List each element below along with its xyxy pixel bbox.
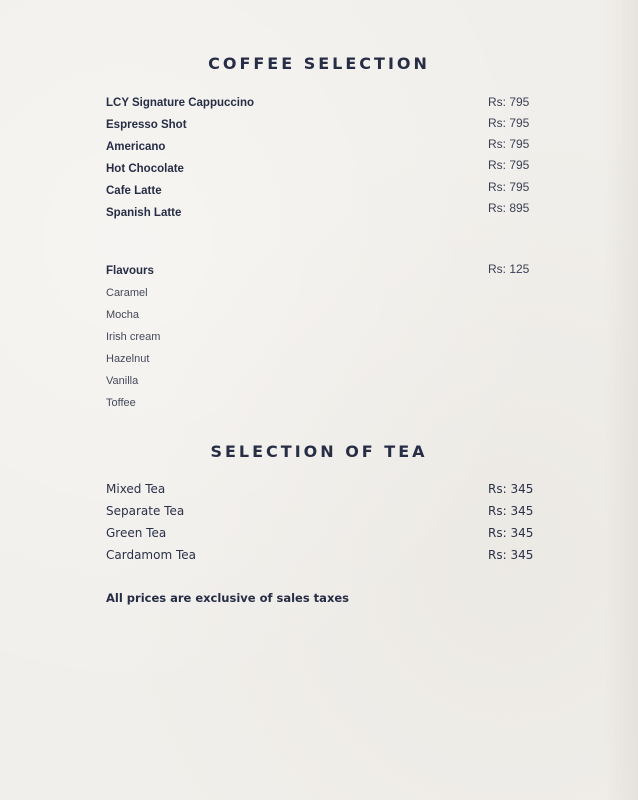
coffee-section-title: COFFEE SELECTION — [208, 54, 430, 73]
page-edge-shadow — [604, 0, 638, 800]
flavour-option: Irish cream — [106, 331, 161, 343]
coffee-item-price: Rs: 895 — [488, 201, 530, 215]
tea-item-name: Green Tea — [106, 526, 167, 540]
coffee-item-name: Espresso Shot — [106, 119, 187, 131]
tea-section-title: SELECTION OF TEA — [210, 442, 428, 461]
coffee-item-price: Rs: 795 — [488, 95, 530, 109]
flavours-heading: Flavours — [106, 265, 154, 277]
tea-item-name: Cardamom Tea — [106, 548, 196, 562]
tea-item-price: Rs: 345 — [488, 482, 534, 496]
tea-item-name: Separate Tea — [106, 504, 185, 518]
coffee-item-name: Hot Chocolate — [106, 163, 184, 175]
coffee-item-price: Rs: 795 — [488, 137, 530, 151]
flavour-option: Toffee — [106, 397, 136, 409]
tea-item-name: Mixed Tea — [106, 482, 166, 496]
coffee-item-name: Americano — [106, 141, 166, 153]
coffee-item-name: Cafe Latte — [106, 185, 162, 197]
tea-item-price: Rs: 345 — [488, 548, 534, 562]
tea-item-price: Rs: 345 — [488, 526, 534, 540]
coffee-item-name: LCY Signature Cappuccino — [106, 97, 255, 109]
flavour-option: Caramel — [106, 287, 148, 299]
tax-disclaimer: All prices are exclusive of sales taxes — [106, 591, 350, 605]
coffee-item-price: Rs: 795 — [488, 158, 530, 172]
tea-item-price: Rs: 345 — [488, 504, 534, 518]
coffee-item-price: Rs: 795 — [488, 116, 530, 130]
flavours-price: Rs: 125 — [488, 262, 530, 276]
coffee-item-name: Spanish Latte — [106, 207, 182, 219]
flavour-option: Vanilla — [106, 375, 139, 387]
flavour-option: Mocha — [106, 309, 140, 321]
flavour-option: Hazelnut — [106, 353, 150, 365]
coffee-item-price: Rs: 795 — [488, 180, 530, 194]
